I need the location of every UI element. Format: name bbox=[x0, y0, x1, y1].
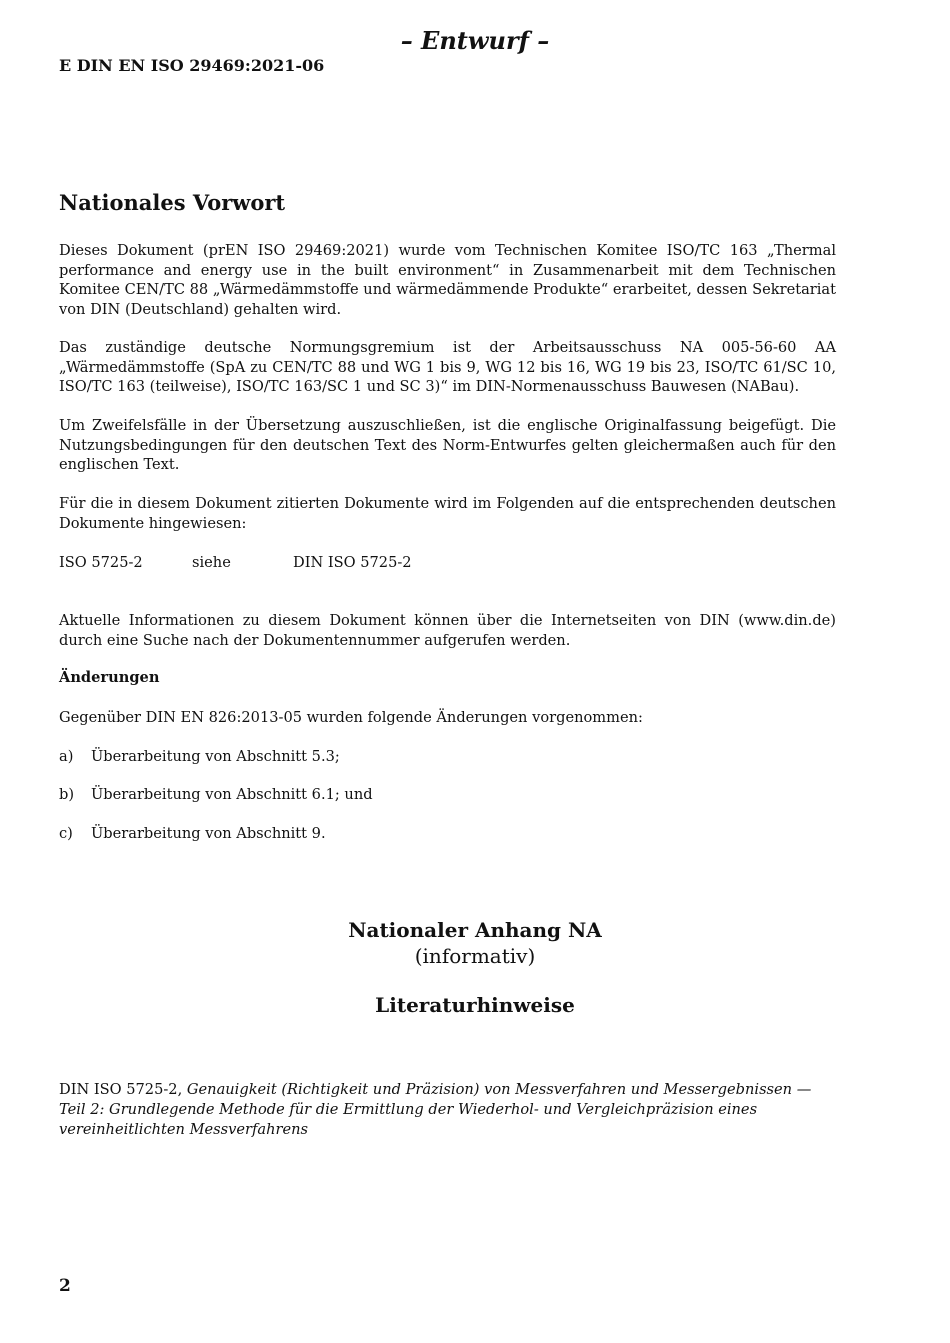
list-text: Überarbeitung von Abschnitt 9. bbox=[91, 825, 326, 842]
changes-intro: Gegenüber DIN EN 826:2013-05 wurden folgende Änderungen vorgenommen: bbox=[59, 709, 643, 726]
foreword-paragraph-1: Dieses Dokument (prEN ISO 29469:2021) wurde vom Technischen Komitee ISO/TC 163 „Thermal performance and energy use in the built environment“ in Zusammenarbeit mit dem Technischen Komitee CEN/TC 88 „Wärmedämmstoffe und wärmedämmende Produkte“ erarbeitet, dessen Sekretariat von DIN (Deutschland) gehalten wird. bbox=[59, 242, 836, 318]
foreword-paragraph-4: Für die in diesem Dokument zitierten Dokumente wird im Folgenden auf die entsprechenden deutschen Dokumente hingewiesen: bbox=[59, 495, 836, 532]
info-paragraph: Aktuelle Informationen zu diesem Dokument können über die Internetseiten von DIN (www.din.de) durch eine Suche nach der Dokumentennummer aufgerufen werden. bbox=[59, 612, 836, 649]
bibliography-entry bbox=[59, 1080, 819, 1140]
bibliography-entry-id: DIN ISO 5725-2, bbox=[59, 1081, 183, 1098]
foreword-paragraph-3: Um Zweifelsfälle in der Übersetzung auszuschließen, ist die englische Originalfassung beigefügt. Die Nutzungsbedingungen für den deutschen Text des Norm-Entwurfes gelten gleichermaßen auch für den englischen Text. bbox=[59, 417, 836, 473]
reference-international: ISO 5725-2 bbox=[59, 554, 143, 571]
list-text: Überarbeitung von Abschnitt 5.3; bbox=[91, 748, 340, 765]
list-marker: b) bbox=[59, 786, 75, 803]
document-id: E DIN EN ISO 29469:2021-06 bbox=[59, 56, 325, 75]
annex-title: Nationaler Anhang NA bbox=[348, 918, 602, 942]
bibliography-entry-title: Genauigkeit (Richtigkeit und Präzision) von Messverfahren und Messergebnissen — Teil 2: Grundlegende Methode für die Ermittlung der Wiederhol- und Vergleichpräzision eines vereinheitlichten Messverfahrens bbox=[59, 1081, 812, 1138]
list-text: Überarbeitung von Abschnitt 6.1; und bbox=[91, 786, 373, 803]
bibliography-heading: Literaturhinweise bbox=[375, 993, 575, 1017]
page-number: 2 bbox=[59, 1276, 71, 1296]
changes-heading: Änderungen bbox=[59, 669, 160, 686]
reference-national: DIN ISO 5725-2 bbox=[293, 554, 412, 571]
foreword-heading: Nationales Vorwort bbox=[59, 190, 286, 215]
annex-subtitle: (informativ) bbox=[414, 944, 536, 968]
list-marker: a) bbox=[59, 748, 74, 765]
draft-label: – Entwurf – bbox=[400, 26, 550, 55]
foreword-paragraph-2: Das zuständige deutsche Normungsgremium ist der Arbeitsausschuss NA 005-56-60 AA „Wärmedämmstoffe (SpA zu CEN/TC 88 und WG 1 bis 9, WG 12 bis 16, WG 19 bis 23, ISO/TC 61/SC 10, ISO/TC 163 (teilweise), ISO/TC 163/SC 1 und SC 3)“ im DIN-Normenausschuss Bauwesen (NABau). bbox=[59, 339, 836, 395]
list-marker: c) bbox=[59, 825, 73, 842]
reference-relation: siehe bbox=[192, 554, 231, 571]
